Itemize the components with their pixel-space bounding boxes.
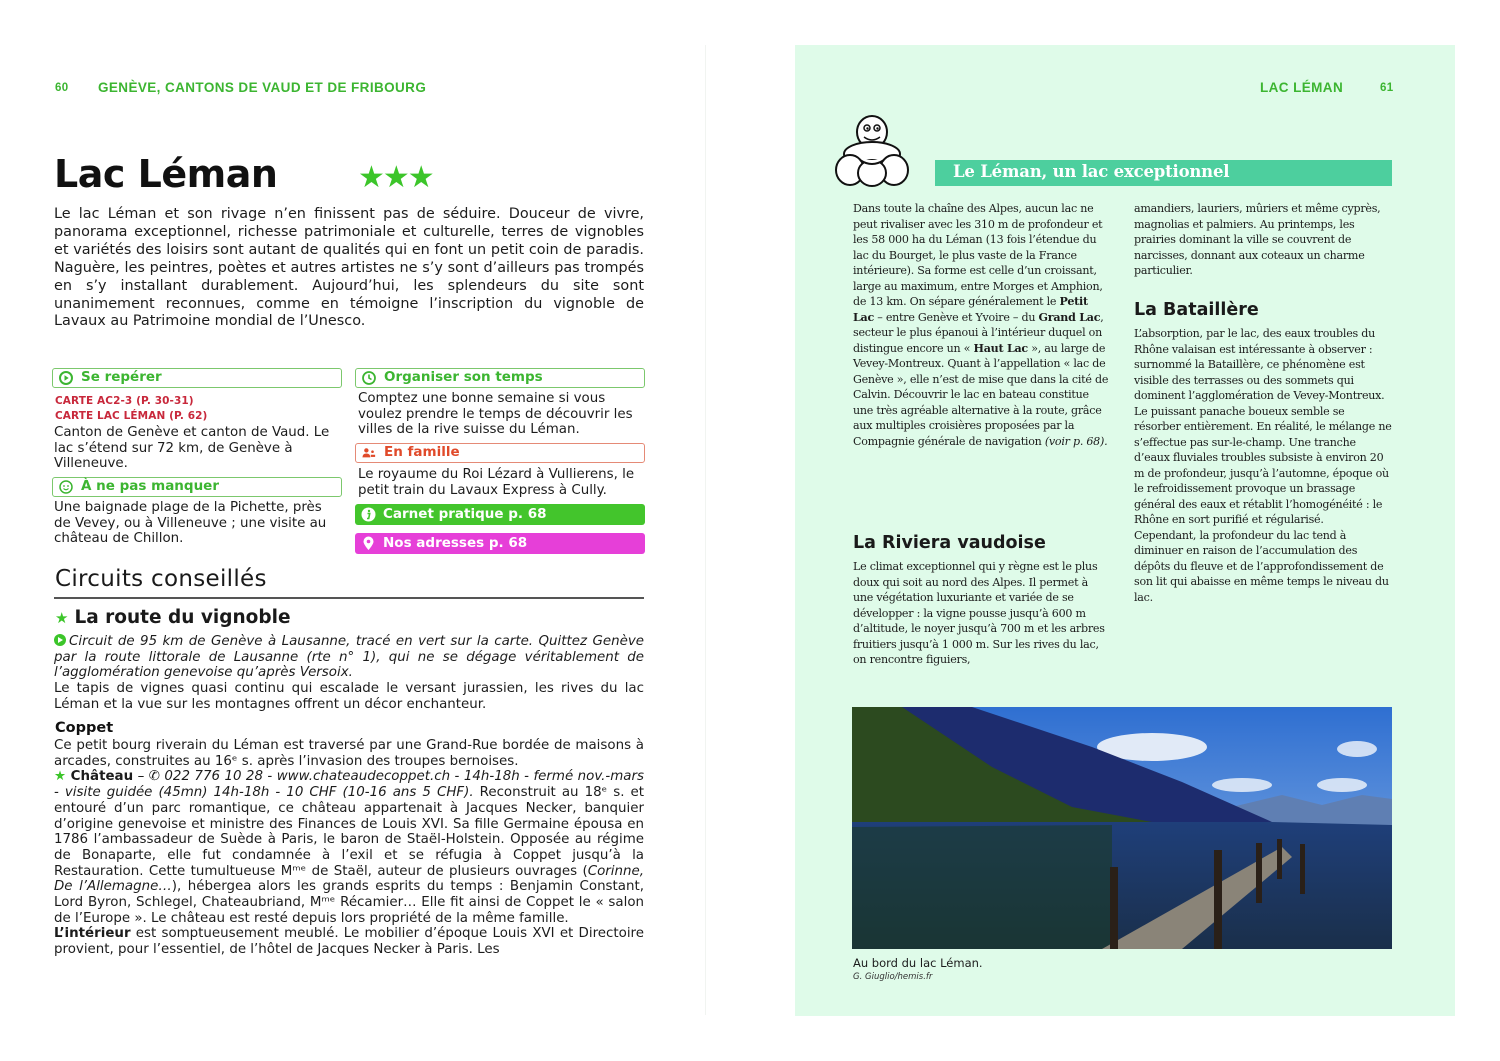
grand-lac-term: Grand Lac — [1038, 310, 1101, 324]
photo-credit: G. Giuglio/hemis.fr — [853, 972, 933, 982]
carnet-pratique-button[interactable] — [355, 504, 645, 525]
chateau-label: Château — [70, 769, 134, 785]
feature-title: Le Léman, un lac exceptionnel — [953, 162, 1230, 181]
bataillere-heading: La Bataillère — [1134, 300, 1259, 320]
se-reperer-box — [52, 368, 342, 388]
running-head-left: GENÈVE, CANTONS DE VAUD ET DE FRIBOURG — [98, 80, 427, 95]
works-title: Corinne, De l’Allemagne… — [54, 863, 644, 895]
nos-adresses-label: Nos adresses p. 68 — [383, 535, 528, 551]
riviera-text: Le climat exceptionnel qui y règne est le plus doux qui soit au nord des Alpes. Il permet à une végétation luxuriante et variée de se développer : la vigne pousse jusqu’à 600 m d’altitude, le noyer jusqu’à 700 m et les arbres fruitiers jusqu’à 1 000 m. Sur les rives du lac, on rencontre figuiers, — [853, 560, 1105, 666]
riviera-heading: La Riviera vaudoise — [853, 533, 1046, 553]
organiser-text: Comptez une bonne semaine si vous voulez prendre le temps de découvrir les villes de la rive suisse du Léman. — [358, 391, 633, 437]
rating-stars-icon: ★★★ — [358, 160, 433, 195]
route-title-text: La route du vignoble — [74, 607, 291, 628]
feature-column-2-intro: amandiers, lauriers, mûriers et même cyprès, magnolias et palmiers. Au printemps, les prairies dominant la ville se couvrent de narcisses, donnant aux coteaux un charme particulier. — [1134, 202, 1381, 277]
coppet-body — [54, 738, 644, 958]
location-pin-icon — [361, 536, 376, 551]
coppet-intro: Ce petit bourg riverain du Léman est traversé par une Grand-Rue bordée de maisons à arcades, construites au 16ᵉ s. après l’invasion des troupes bernoises. — [54, 738, 644, 769]
clock-icon — [362, 371, 376, 385]
intro-paragraph: Le lac Léman et son rivage n’en finissent pas de séduire. Douceur de vivre, panorama exceptionnel, richesse patrimoniale et culturelle, terres de vignobles et variétés des loisirs sont autant de qualités qui en font un petit coin de paradis. Naguère, les peintres, poètes et autres artistes ne s’y sont d’ailleurs pas trompés en s’y installant durablement. Aujourd’hui, les splendeurs du site sont unanimement reconnues, comme en témoigne l’inscription du vignoble de Lavaux au Patrimoine mondial de l’Unesco. — [54, 206, 644, 330]
family-icon — [362, 446, 376, 460]
star-icon: ★ — [55, 609, 69, 627]
route-text: Le tapis de vignes quasi continu qui escalade le versant jurassien, les rives du lac Léman et la vue sur les montagnes offrent un décor enchanteur. — [54, 681, 644, 712]
page-number-left: 60 — [55, 82, 69, 94]
route-heading — [55, 607, 291, 628]
play-circle-icon — [54, 634, 66, 646]
organiser-box — [355, 368, 645, 388]
map-ref[interactable]: CARTE AC2-3 (P. 30-31) — [55, 395, 194, 407]
chateau-text: Reconstruit au 18ᵉ s. et entouré d’un parc romantique, ce château appartenait à Jacques Necker, banquier d’origine genevoise et ministre des Finances de Louis XVI. Sa fille Germaine épousa en 1786 l’ambassadeur de Suède à Paris, le baron de Staël-Holstein. Opposée au régime de Bonaparte, elle fut condamnée à l’exil et se réfugia à Coppet jusqu’à la Restauration. Cette tumultueuse Mᵐᵉ de Staël, auteur de plusieurs ouvrages ( — [54, 785, 644, 879]
se-reperer-text: Canton de Genève et canton de Vaud. Le lac s’étend sur 72 km, de Genève à Villeneuve. — [54, 425, 330, 471]
route-description — [54, 634, 644, 713]
en-famille-label: En famille — [384, 444, 460, 460]
play-circle-icon — [59, 371, 73, 385]
lake-text: – entre Genève et Yvoire – du — [874, 310, 1039, 324]
interior-text: est somptueusement meublé. Le mobilier d’époque Louis XVI et Directoire provient, pour l’essentiel, de l’hôtel de Jacques Necker à Paris. Les — [54, 926, 644, 958]
lake-text: , secteur le plus épanoui à l’intérieur duquel on distingue encore un « — [853, 310, 1104, 355]
map-ref[interactable]: CARTE LAC LÉMAN (P. 62) — [55, 410, 208, 422]
chateau-info: – ✆ 022 776 10 28 - www.chateaudecoppet.ch - 14h-18h - fermé nov.-mars - visite guidée (45mn) 14h-18h - 10 CHF (10-16 ans 5 CHF). — [54, 769, 644, 801]
interior-label: L’intérieur — [54, 926, 131, 942]
coppet-heading: Coppet — [55, 720, 114, 736]
circuits-heading: Circuits conseillés — [55, 566, 267, 592]
feature-column-1 — [853, 201, 1111, 449]
se-reperer-label: Se repérer — [81, 369, 162, 385]
nos-adresses-button[interactable] — [355, 533, 645, 554]
organiser-label: Organiser son temps — [384, 369, 543, 385]
smiley-icon — [59, 480, 73, 494]
a-ne-pas-manquer-box — [52, 477, 342, 497]
running-head-right: LAC LÉMAN — [1260, 80, 1344, 95]
lake-text: », au large de Vevey-Montreux. Quant à l’appellation « lac de Genève », elle n’est de mise que dans la cité de Calvin. Découvrir le lac en bateau constitue une très agréable alternative à la route, grâce aux multiples croisières proposées par la Compagnie générale de navigation — [853, 341, 1109, 448]
petit-lac-term: Petit Lac — [853, 295, 1088, 324]
chateau-text-2: ), hébergea alors les grands esprits du temps : Benjamin Constant, Lord Byron, Schlegel, Chateaubriand, Mᵐᵉ Récamier… Elle fit ainsi de Coppet le « salon de l’Europe ». Le château est resté depuis lors propriété de la même famille. — [54, 879, 644, 926]
en-famille-box — [355, 443, 645, 463]
michelin-mascot-icon — [832, 110, 942, 190]
haut-lac-term: Haut Lac — [973, 341, 1028, 355]
carnet-pratique-label: Carnet pratique p. 68 — [383, 506, 547, 522]
en-famille-text: Le royaume du Roi Lézard à Vullierens, le petit train du Lavaux Express à Cully. — [358, 467, 635, 498]
bataillere-text: L’absorption, par le lac, des eaux troubles du Rhône valaisan est intéressante à observer : surnommé la Bataillère, ce phénomène est visible des terrasses ou des sommets qui dominent l’agglomération de Vevey-Montreux. Le puissant panache boueux semble se résorber entièrement. En réalité, le mélange ne s’effectue pas sur-le-champ. Une tranche d’eaux fluviales troubles subsiste à environ 20 m de profondeur, jusqu’à l’automne, époque où le refroidissement provoque un brassage général des eaux et rétablit l’homogénéité : le Rhône en sort purifié et régularisé. — [1134, 327, 1392, 526]
lake-text: Dans toute la chaîne des Alpes, aucun lac ne peut rivaliser avec les 310 m de profondeur et les 58 000 ha du Léman (13 fois l’étendue du lac du Bourget, le plus vaste de la France intérieure). Sa forme est celle d’un croissant, large au maximum, entre Morges et Amphion, de 13 km. On sépare généralement le — [853, 202, 1103, 308]
section-divider — [54, 597, 644, 599]
info-icon — [361, 507, 376, 522]
see-page-ref[interactable]: (voir p. 68). — [1044, 434, 1108, 448]
lake-photo — [852, 707, 1392, 949]
a-ne-pas-manquer-text: Une baignade plage de la Pichette, près de Vevey, ou à Villeneuve ; une visite au château de Chillon. — [54, 500, 327, 546]
page-number-right: 61 — [1380, 82, 1394, 94]
page-gutter — [705, 45, 706, 1015]
route-intro: Circuit de 95 km de Genève à Lausanne, tracé en vert sur la carte. Quittez Genève par la route littorale de Lausanne (rte n° 1), qui ne se dégage véritablement de l’agglomération genevoise qu’après Versoix. — [54, 634, 644, 681]
star-icon: ★ — [54, 769, 67, 785]
a-ne-pas-manquer-label: À ne pas manquer — [81, 478, 219, 494]
photo-caption: Au bord du lac Léman. — [853, 956, 983, 970]
page-title: Lac Léman — [54, 152, 278, 196]
bataillere-text-2: Cependant, la profondeur du lac tend à diminuer en raison de l’accumulation des dépôts du fleuve et de l’approfondissement de son lit qui abaisse en même temps le niveau du lac. — [1134, 528, 1389, 604]
bataillere-body — [1134, 326, 1392, 605]
